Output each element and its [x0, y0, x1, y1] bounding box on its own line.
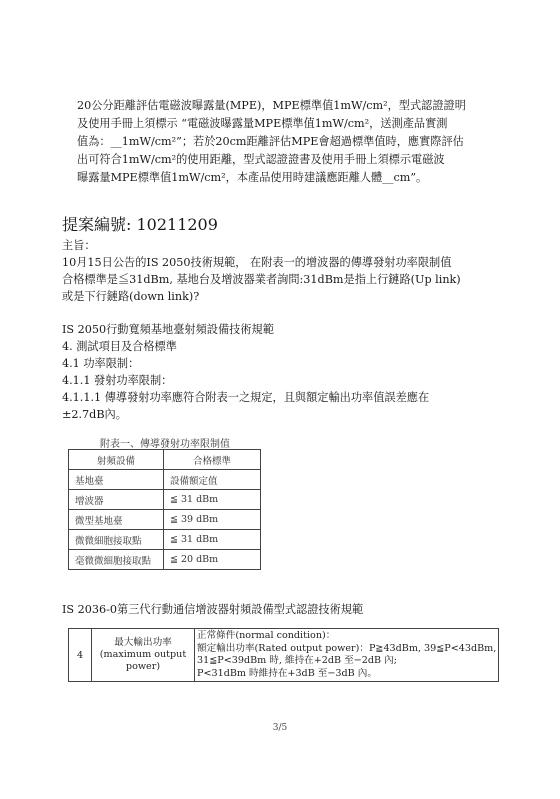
- intro-paragraph: [77, 97, 497, 187]
- item-name-line: (maximum output: [99, 649, 187, 660]
- table-cell-device: 毫微微細胞接取點: [69, 550, 164, 570]
- is2050-item: 4. 測試項目及合格標準: [62, 340, 177, 353]
- table-cell-limit: ≦ 20 dBm: [164, 550, 261, 570]
- condition-line: 31≦P<39dBm 時, 維持在+2dB 至−2dB 內;: [197, 655, 397, 666]
- subject-label: 主旨：: [62, 239, 96, 252]
- is2050-section: [62, 321, 502, 423]
- is2036-title: IS 2036-0第三代行動通信增波器射頻設備型式認證技術規範: [62, 603, 364, 616]
- intro-line: 及使用手冊上須標示 “電磁波曝露量MPE標準值1mW/cm²，送測產品實測: [77, 117, 448, 130]
- table-row: [69, 530, 261, 550]
- table-cell-limit: ≦ 31 dBm: [164, 490, 261, 510]
- intro-line: 20公分距離評估電磁波曝露量(MPE)，MPE標準值1mW/cm²，型式認證證明: [77, 99, 466, 112]
- table-cell-limit: ≦ 39 dBm: [164, 510, 261, 530]
- condition-line: 額定輸出功率(Rated output power)：P≧43dBm, 39≦P<43dBm,: [197, 642, 497, 654]
- condition-cell: [195, 629, 499, 682]
- subject-line: 或是下行鏈路(down link)?: [62, 290, 200, 303]
- table-cell-device: 基地臺: [69, 470, 164, 490]
- is2050-title: IS 2050行動寬頻基地臺射頻設備技術規範: [62, 323, 274, 336]
- table-cell-device: 增波器: [69, 490, 164, 510]
- table-header-cell: 合格標準: [164, 450, 261, 470]
- subject-section: [62, 237, 502, 305]
- table-cell-device: 微微細胞接取點: [69, 530, 164, 550]
- table-row: [69, 490, 261, 510]
- item-name-cell: [92, 629, 195, 682]
- table-header-cell: 射頻設備: [69, 450, 164, 470]
- table-row: [69, 510, 261, 530]
- intro-line: 曝露量MPE標準值1mW/cm²，本產品使用時建議應距離人體__cm”。: [77, 171, 428, 184]
- is2050-item: 4.1.1 發射功率限制：: [62, 374, 173, 387]
- power-limit-table: [68, 449, 261, 570]
- page-number: 3/5: [272, 723, 288, 733]
- table1-caption: 附表一、傳導發射功率限制值: [100, 439, 230, 450]
- intro-line: 出可符合1mW/cm²的使用距離，型式認證證書及使用手冊上須標示電磁波: [77, 153, 445, 166]
- max-output-power-table: [68, 628, 499, 682]
- table-cell-device: 微型基地臺: [69, 510, 164, 530]
- condition-line: P<31dBm 時維持在+3dB 至−3dB 內。: [197, 667, 377, 679]
- table-row: [69, 470, 261, 490]
- intro-line: 值為：__1mW/cm²”；若於20cm距離評估MPE會超過標準值時，應實際評估: [77, 135, 464, 148]
- condition-line: 正常條件(normal condition)：: [197, 630, 336, 641]
- subject-line: 合格標準是≦31dBm, 基地台及增波器業者詢問:31dBm是指上行鏈路(Up link): [62, 273, 461, 286]
- table-row: [69, 629, 499, 682]
- item-name-line: 最大輸出功率: [114, 637, 172, 648]
- row-number: 4: [69, 629, 92, 682]
- is2050-item: ±2.7dB內。: [62, 408, 127, 421]
- table-header-row: [69, 450, 261, 470]
- table-cell-limit: ≦ 31 dBm: [164, 530, 261, 550]
- item-name-line: power): [125, 661, 161, 672]
- is2050-item: 4.1.1.1 傳導發射功率應符合附表一之規定，且與額定輸出功率值誤差應在: [62, 391, 430, 404]
- table-row: [69, 550, 261, 570]
- table-cell-limit: 設備額定值: [164, 470, 261, 490]
- is2050-item: 4.1 功率限制：: [62, 357, 140, 370]
- subject-line: 10月15日公告的IS 2050技術規範， 在附表一的增波器的傳導發射功率限制值: [62, 256, 452, 269]
- proposal-heading: 提案編號: 10211209: [62, 215, 218, 234]
